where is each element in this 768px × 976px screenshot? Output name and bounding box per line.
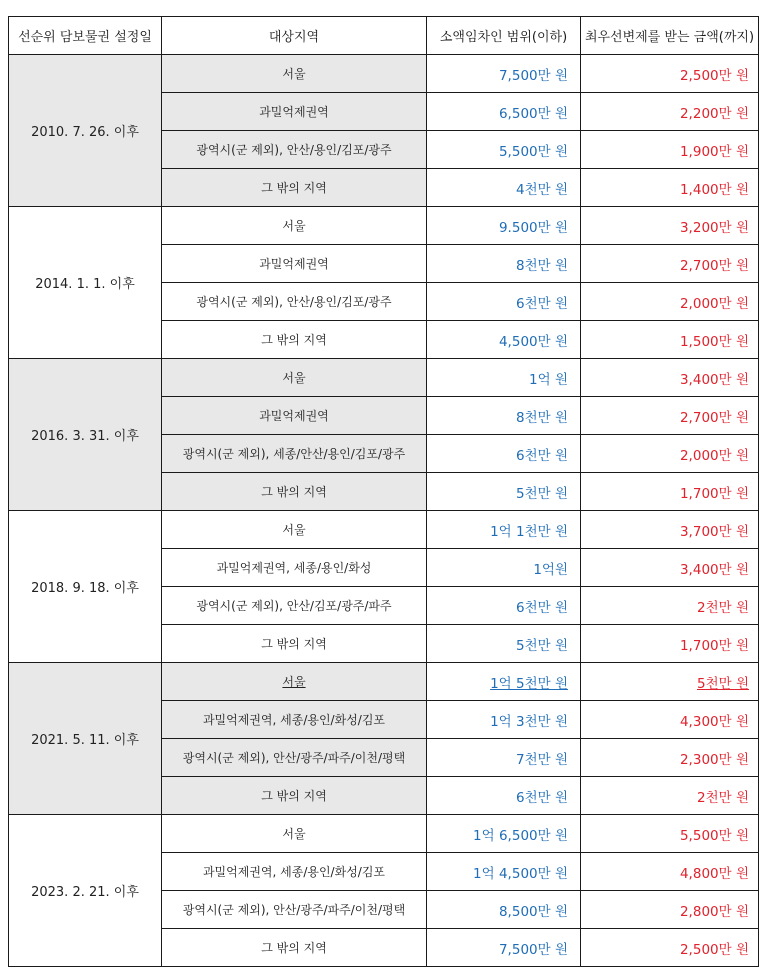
tenant-range-cell-text: 8천만 원 (515, 257, 568, 274)
region-cell-text: 서울 (282, 67, 306, 81)
region-cell-text: 그 밖의 지역 (261, 333, 327, 347)
region-cell (162, 549, 427, 587)
header-date: 선순위 담보물권 설정일 (9, 17, 162, 55)
region-cell (162, 283, 427, 321)
table-row (9, 55, 759, 93)
tenant-range-cell-text: 6천만 원 (515, 789, 568, 806)
region-cell-text: 그 밖의 지역 (261, 637, 327, 651)
tenant-range-cell (427, 359, 581, 397)
priority-amount-cell (581, 815, 759, 853)
tenant-range-cell-text: 4,500만 원 (498, 333, 568, 350)
region-cell (162, 55, 427, 93)
priority-amount-cell-text: 5천만 원 (696, 675, 749, 692)
priority-amount-cell (581, 245, 759, 283)
priority-amount-cell (581, 473, 759, 511)
tenant-range-cell (427, 625, 581, 663)
priority-amount-cell-text: 1,700만 원 (679, 637, 749, 654)
region-cell (162, 815, 427, 853)
region-cell (162, 131, 427, 169)
region-cell-text: 광역시(군 제외), 안산/용인/김포/광주 (196, 143, 392, 157)
header-region: 대상지역 (162, 17, 427, 55)
tenant-range-cell-text: 7,500만 원 (498, 67, 568, 84)
region-cell-text: 광역시(군 제외), 안산/김포/광주/파주 (196, 599, 392, 613)
tenant-range-cell (427, 169, 581, 207)
header-range: 소액임차인 범위(이하) (427, 17, 581, 55)
priority-amount-cell-text: 1,400만 원 (679, 181, 749, 198)
tenant-range-cell-text: 1억원 (533, 561, 568, 578)
tenant-range-cell-text: 9.500만 원 (498, 219, 568, 236)
table-row (9, 359, 759, 397)
tenant-range-cell (427, 93, 581, 131)
region-cell-text: 광역시(군 제외), 안산/광주/파주/이천/평택 (182, 903, 406, 917)
date-cell: 2010. 7. 26. 이후 (9, 55, 162, 207)
priority-amount-cell (581, 93, 759, 131)
region-cell-text: 광역시(군 제외), 세종/안산/용인/김포/광주 (182, 447, 406, 461)
priority-amount-cell-text: 2,000만 원 (679, 295, 749, 312)
priority-amount-cell-text: 5,500만 원 (679, 827, 749, 844)
priority-amount-cell-text: 3,200만 원 (679, 219, 749, 236)
priority-amount-cell-text: 2,500만 원 (679, 941, 749, 958)
region-cell (162, 207, 427, 245)
region-cell (162, 245, 427, 283)
priority-amount-cell (581, 397, 759, 435)
priority-amount-cell (581, 777, 759, 815)
region-cell (162, 511, 427, 549)
region-cell-text: 그 밖의 지역 (261, 941, 327, 955)
tenant-range-cell (427, 321, 581, 359)
priority-amount-cell-text: 2,500만 원 (679, 67, 749, 84)
priority-amount-cell (581, 663, 759, 701)
tenant-range-cell (427, 549, 581, 587)
priority-amount-cell-text: 1,900만 원 (679, 143, 749, 160)
priority-amount-cell-text: 2,200만 원 (679, 105, 749, 122)
tenant-range-cell-text: 7천만 원 (515, 751, 568, 768)
tenant-range-cell (427, 435, 581, 473)
priority-amount-cell-text: 2,800만 원 (679, 903, 749, 920)
table-header (9, 17, 759, 55)
table-row (9, 207, 759, 245)
priority-amount-cell (581, 891, 759, 929)
region-cell (162, 169, 427, 207)
region-cell (162, 701, 427, 739)
tenant-range-cell-text: 1억 3천만 원 (490, 713, 568, 730)
priority-amount-cell-text: 2천만 원 (696, 789, 749, 806)
region-cell (162, 663, 427, 701)
priority-amount-cell (581, 701, 759, 739)
priority-amount-cell-text: 4,800만 원 (679, 865, 749, 882)
priority-amount-cell (581, 511, 759, 549)
tenant-range-cell (427, 245, 581, 283)
priority-amount-cell-text: 2,700만 원 (679, 257, 749, 274)
priority-amount-cell-text: 2,700만 원 (679, 409, 749, 426)
region-cell-text: 그 밖의 지역 (261, 485, 327, 499)
priority-amount-cell (581, 625, 759, 663)
region-cell (162, 435, 427, 473)
priority-amount-cell (581, 207, 759, 245)
tenant-range-cell-text: 1억 1천만 원 (490, 523, 568, 540)
priority-amount-cell (581, 131, 759, 169)
table-body (9, 55, 759, 967)
tenant-range-cell (427, 891, 581, 929)
region-cell (162, 397, 427, 435)
region-cell-text: 과밀억제권역, 세종/용인/화성 (216, 561, 372, 575)
region-cell-text: 그 밖의 지역 (261, 789, 327, 803)
priority-amount-cell-text: 4,300만 원 (679, 713, 749, 730)
priority-amount-cell-text: 1,700만 원 (679, 485, 749, 502)
priority-amount-cell (581, 739, 759, 777)
header-row (9, 17, 759, 55)
priority-amount-cell (581, 321, 759, 359)
region-cell (162, 739, 427, 777)
tenant-range-cell-text: 5,500만 원 (498, 143, 568, 160)
tenant-range-cell (427, 511, 581, 549)
date-cell: 2018. 9. 18. 이후 (9, 511, 162, 663)
tenant-range-cell (427, 473, 581, 511)
tenant-range-cell-text: 5천만 원 (515, 485, 568, 502)
priority-repayment-table (8, 16, 759, 967)
tenant-range-cell (427, 929, 581, 967)
tenant-range-cell-text: 8천만 원 (515, 409, 568, 426)
tenant-range-cell-text: 4천만 원 (515, 181, 568, 198)
region-cell-text: 서울 (282, 523, 306, 537)
region-cell-text: 그 밖의 지역 (261, 181, 327, 195)
tenant-range-cell (427, 663, 581, 701)
tenant-range-cell (427, 397, 581, 435)
region-cell-text: 과밀억제권역 (259, 257, 329, 271)
tenant-range-cell (427, 815, 581, 853)
priority-amount-cell-text: 3,400만 원 (679, 561, 749, 578)
priority-amount-cell (581, 55, 759, 93)
tenant-range-cell (427, 587, 581, 625)
tenant-range-cell (427, 55, 581, 93)
priority-amount-cell (581, 169, 759, 207)
date-cell: 2021. 5. 11. 이후 (9, 663, 162, 815)
priority-amount-cell-text: 2,300만 원 (679, 751, 749, 768)
region-cell (162, 891, 427, 929)
priority-amount-cell-text: 3,400만 원 (679, 371, 749, 388)
region-cell-text: 서울 (282, 827, 306, 841)
tenant-range-cell-text: 6천만 원 (515, 295, 568, 312)
tenant-range-cell-text: 1억 4,500만 원 (473, 865, 568, 882)
region-cell (162, 587, 427, 625)
region-cell (162, 625, 427, 663)
tenant-range-cell (427, 739, 581, 777)
tenant-range-cell (427, 207, 581, 245)
region-cell-text: 서울 (282, 675, 306, 689)
priority-amount-cell-text: 3,700만 원 (679, 523, 749, 540)
tenant-range-cell (427, 701, 581, 739)
priority-amount-cell (581, 359, 759, 397)
tenant-range-cell-text: 7,500만 원 (498, 941, 568, 958)
header-amount: 최우선변제를 받는 금액(까지) (581, 17, 759, 55)
priority-amount-cell-text: 1,500만 원 (679, 333, 749, 350)
region-cell (162, 777, 427, 815)
date-cell: 2023. 2. 21. 이후 (9, 815, 162, 967)
tenant-range-cell-text: 6,500만 원 (498, 105, 568, 122)
priority-amount-cell (581, 283, 759, 321)
tenant-range-cell (427, 777, 581, 815)
region-cell-text: 서울 (282, 371, 306, 385)
tenant-range-cell-text: 1억 5천만 원 (490, 675, 568, 692)
tenant-range-cell (427, 283, 581, 321)
region-cell-text: 광역시(군 제외), 안산/용인/김포/광주 (196, 295, 392, 309)
priority-amount-cell-text: 2천만 원 (696, 599, 749, 616)
priority-amount-cell (581, 549, 759, 587)
tenant-range-cell-text: 1억 6,500만 원 (473, 827, 568, 844)
region-cell-text: 과밀억제권역, 세종/용인/화성/김포 (202, 713, 386, 727)
region-cell-text: 과밀억제권역 (259, 409, 329, 423)
table-row (9, 663, 759, 701)
priority-amount-cell (581, 929, 759, 967)
region-cell-text: 과밀억제권역, 세종/용인/화성/김포 (202, 865, 386, 879)
region-cell (162, 853, 427, 891)
tenant-range-cell (427, 131, 581, 169)
date-cell: 2014. 1. 1. 이후 (9, 207, 162, 359)
region-cell (162, 321, 427, 359)
region-cell-text: 광역시(군 제외), 안산/광주/파주/이천/평택 (182, 751, 406, 765)
table-row (9, 511, 759, 549)
region-cell (162, 359, 427, 397)
tenant-range-cell (427, 853, 581, 891)
priority-amount-cell (581, 435, 759, 473)
region-cell (162, 473, 427, 511)
priority-amount-cell (581, 587, 759, 625)
region-cell (162, 93, 427, 131)
region-cell-text: 과밀억제권역 (259, 105, 329, 119)
tenant-range-cell-text: 8,500만 원 (498, 903, 568, 920)
table-row (9, 815, 759, 853)
region-cell (162, 929, 427, 967)
priority-amount-cell-text: 2,000만 원 (679, 447, 749, 464)
tenant-range-cell-text: 5천만 원 (515, 637, 568, 654)
region-cell-text: 서울 (282, 219, 306, 233)
tenant-range-cell-text: 1억 원 (529, 371, 568, 388)
date-cell: 2016. 3. 31. 이후 (9, 359, 162, 511)
priority-amount-cell (581, 853, 759, 891)
tenant-range-cell-text: 6천만 원 (515, 447, 568, 464)
tenant-range-cell-text: 6천만 원 (515, 599, 568, 616)
